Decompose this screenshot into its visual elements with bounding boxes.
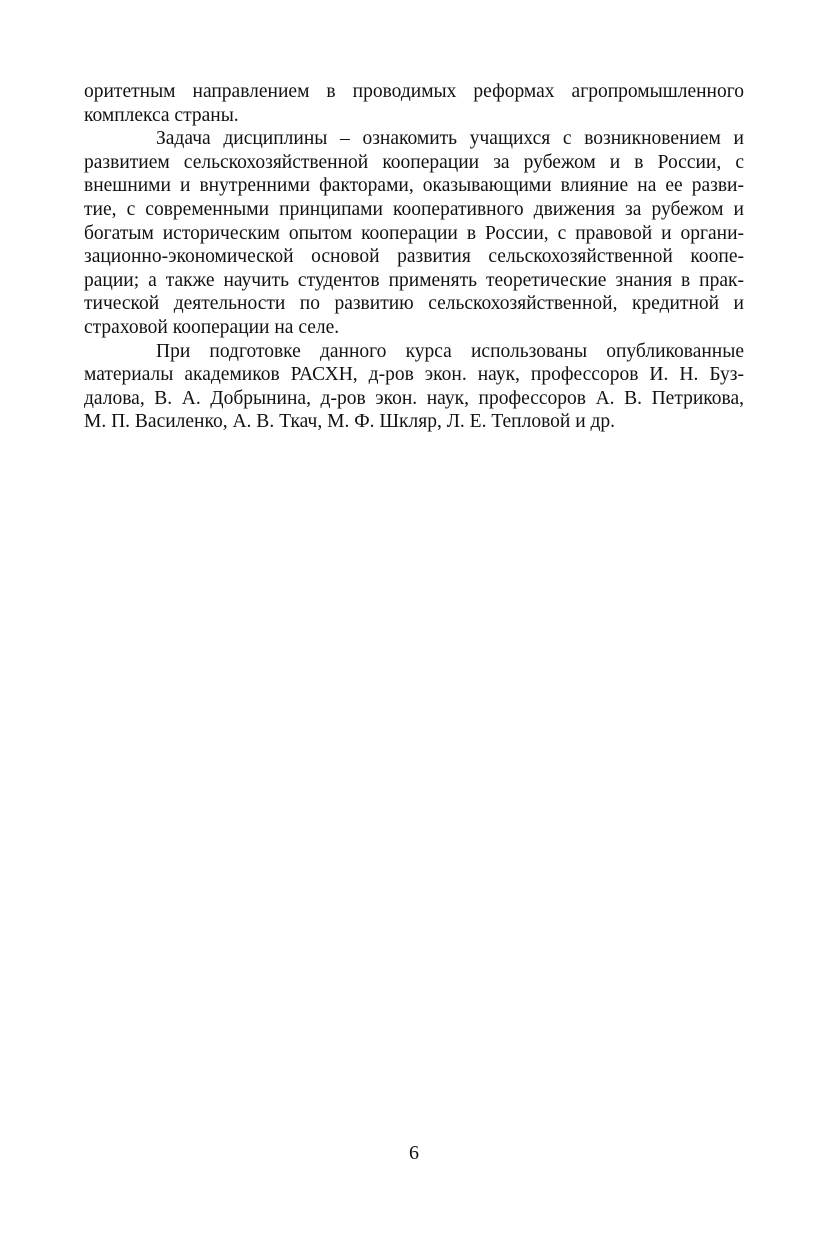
text-line: зационно-экономической основой развития сельскохозяйственной коопе-: [84, 246, 744, 268]
text-line: рации; а также научить студентов применять теоретические знания в прак-: [84, 269, 744, 291]
text-line: тие, с современными принципами кооперативного движения за рубежом и: [84, 198, 744, 220]
text-line: богатым историческим опытом кооперации в России, с правовой и органи-: [84, 222, 744, 244]
text-line: материалы академиков РАСХН, д-ров экон. наук, профессоров И. Н. Буз-: [84, 364, 744, 386]
page-number: 6: [409, 1142, 419, 1164]
text-line: далова, В. А. Добрынина, д-ров экон. наук, профессоров А. В. Петрикова,: [84, 387, 744, 409]
paragraph-3: [84, 340, 744, 434]
paragraph-1: [84, 80, 744, 127]
text-line: оритетным направлением в проводимых реформах агропромышленного: [84, 81, 744, 102]
text-line: М. П. Василенко, А. В. Ткач, М. Ф. Шкляр, Л. Е. Тепловой и др.: [84, 411, 616, 433]
paragraph-2: [84, 127, 744, 339]
text-line: тической деятельности по развитию сельскохозяйственной, кредитной и: [84, 293, 744, 315]
text-line: страховой кооперации на селе.: [84, 316, 340, 338]
text-line: развитием сельскохозяйственной кооперации за рубежом и в России, с: [84, 151, 744, 173]
text-line: Задача дисциплины – ознакомить учащихся с возникновением и: [156, 128, 744, 150]
body-text: [84, 80, 744, 434]
text-line: комплекса страны.: [84, 104, 239, 126]
text-line: внешними и внутренними факторами, оказывающими влияние на ее разви-: [84, 175, 744, 197]
text-line: При подготовке данного курса использованы опубликованные: [156, 340, 744, 362]
